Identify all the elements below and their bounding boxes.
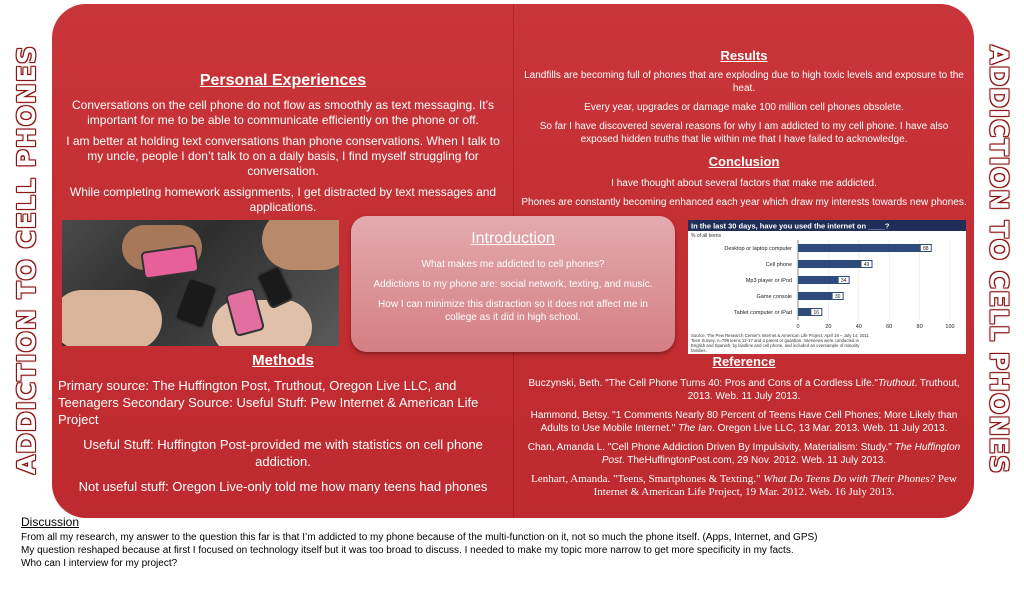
reference-entry: Buczynski, Beth. "The Cell Phone Turns 40: Pros and Cons of a Cordless Life."Truthout. Truthout, 2013. Web. 11 July 2013. bbox=[528, 378, 960, 402]
personal-experiences-section bbox=[58, 72, 508, 221]
conclusion-heading: Conclusion bbox=[708, 154, 780, 169]
personal-paragraph: While completing homework assignments, I get distracted by text messages and applications. bbox=[69, 185, 497, 214]
chart-category-label: Cell phone bbox=[765, 262, 792, 268]
results-section bbox=[520, 48, 968, 152]
introduction-paragraph: Addictions to my phone are: social network, texting, and music. bbox=[373, 279, 653, 290]
conclusion-section bbox=[520, 154, 968, 215]
methods-paragraph: Useful Stuff: Huffington Post-provided me with statistics on cell phone addiction. bbox=[83, 437, 483, 469]
chart-source-note: Source: The Pew Research Center's Internet & American Life Project, April 19 – July 14, 2011 Teen Survey. n=799 teens 12-17 and a parent or guardian. Interviews were conducted in English and Spanish, by landline and cell phone, and included an oversample of minority families. bbox=[691, 333, 869, 353]
side-title-left bbox=[2, 0, 50, 520]
chart-value-label: 88 bbox=[922, 246, 929, 252]
reference-heading: Reference bbox=[712, 354, 776, 369]
side-title-right-text: ADDICTION TO CELL PHONES bbox=[984, 45, 1014, 475]
methods-paragraph: Not useful stuff: Oregon Live-only told me how many teens had phones bbox=[78, 479, 488, 494]
methods-section bbox=[58, 352, 508, 503]
personal-paragraph: Conversations on the cell phone do not flow as smoothly as text messaging. It’s important for me to be able to communicate efficiently on the phone or off. bbox=[71, 98, 494, 127]
discussion-line: My question reshaped because at first I focused on technology itself but it was too broad to discuss. I needed to make my topic more narrow to get more specificity in my facts. bbox=[21, 545, 794, 556]
side-title-right bbox=[975, 0, 1023, 520]
personal-experiences-heading: Personal Experiences bbox=[199, 72, 367, 89]
methods-paragraph: Primary source: The Huffington Post, Truthout, Oregon Live LLC, and Teenagers Secondary Source: Useful Stuff: Pew Internet & American Life Project bbox=[58, 378, 479, 427]
discussion-heading: Discussion bbox=[21, 515, 80, 529]
results-paragraph: Every year, upgrades or damage make 100 million cell phones obsolete. bbox=[584, 102, 904, 113]
chart-svg bbox=[688, 220, 966, 354]
results-paragraph: Landfills are becoming full of phones that are exploding due to high toxic levels and exposure to the heat. bbox=[524, 70, 964, 94]
results-paragraph: So far I have discovered several reasons for why I am addicted to my cell phone. I have also exposed hidden truths that lie within me that I have failed to acknowledge. bbox=[539, 121, 949, 145]
introduction-box bbox=[351, 216, 675, 352]
reference-entry: Lenhart, Amanda. "Teens, Smartphones & Texting." What Do Teens Do with Their Phones? Pew Internet & American Life Project, 19 Mar. 2012. Web. 16 July 2013. bbox=[531, 473, 957, 498]
chart-value-label: 16 bbox=[813, 310, 820, 316]
conclusion-paragraph: I have thought about several factors that make me addicted. bbox=[611, 178, 877, 189]
chart-tick-label: 0 bbox=[796, 324, 800, 330]
discussion-line: From all my research, my answer to the question this far is that I’m addicted to my phone because of the multi-function on it, not so much the phone itself. (Apps, Internet, and GPS) bbox=[21, 532, 818, 543]
chart-category-label: Desktop or laptop computer bbox=[724, 246, 792, 252]
chart-subtitle: % of all teens bbox=[691, 233, 722, 239]
personal-paragraph: I am better at holding text conversations than phone conservations. When I talk to my uncle, people I don’t talk to on a daily basis, I find myself struggling for conversation. bbox=[66, 134, 500, 178]
side-title-left-text: ADDICTION TO CELL PHONES bbox=[11, 45, 41, 475]
conclusion-paragraph: Phones are constantly becoming enhanced each year which draw my interests towards new phones. bbox=[521, 197, 967, 208]
chart-category-label: Tablet computer or iPad bbox=[733, 310, 792, 316]
chart-value-label: 34 bbox=[840, 278, 847, 284]
chart-value-label: 49 bbox=[863, 262, 870, 268]
chart-tick-label: 60 bbox=[886, 324, 893, 330]
chart-value-label: 30 bbox=[834, 294, 841, 300]
results-heading: Results bbox=[720, 48, 768, 63]
chart-tick-label: 40 bbox=[855, 324, 862, 330]
introduction-paragraph: What makes me addicted to cell phones? bbox=[421, 259, 605, 270]
chart-title: In the last 30 days, have you used the internet on ____? bbox=[691, 221, 890, 231]
introduction-paragraph: How I can minimize this distraction so it does not affect me in college as it did in high school. bbox=[378, 299, 648, 323]
chart-category-label: Game console bbox=[756, 294, 792, 300]
introduction-heading: Introduction bbox=[471, 230, 555, 247]
chart-category-label: Mp3 player or iPod bbox=[745, 278, 792, 284]
reference-section bbox=[520, 354, 968, 505]
internet-usage-chart bbox=[688, 220, 966, 354]
chart-tick-label: 80 bbox=[916, 324, 923, 330]
teens-phones-photo bbox=[62, 220, 339, 346]
discussion-section bbox=[21, 516, 1011, 570]
discussion-line: Who can I interview for my project? bbox=[21, 558, 178, 569]
reference-entry: Hammond, Betsy. "1 Comments Nearly 80 Percent of Teens Have Cell Phones; More Likely than Adults to Use Mobile Internet." The Ian. Oregon Live LLC, 13 Mar. 2013. Web. 11 July 2013. bbox=[530, 410, 958, 434]
chart-bar bbox=[798, 260, 872, 268]
chart-bar bbox=[798, 244, 932, 252]
reference-entry: Chan, Amanda L. "Cell Phone Addiction Driven By Impulsivity, Materialism: Study." The Huffington Post. TheHuffingtonPost.com, 29 Nov. 2012. Web. 11 July 2013. bbox=[527, 442, 961, 466]
chart-tick-label: 100 bbox=[945, 324, 955, 330]
methods-heading: Methods bbox=[252, 352, 314, 369]
chart-tick-label: 20 bbox=[825, 324, 832, 330]
